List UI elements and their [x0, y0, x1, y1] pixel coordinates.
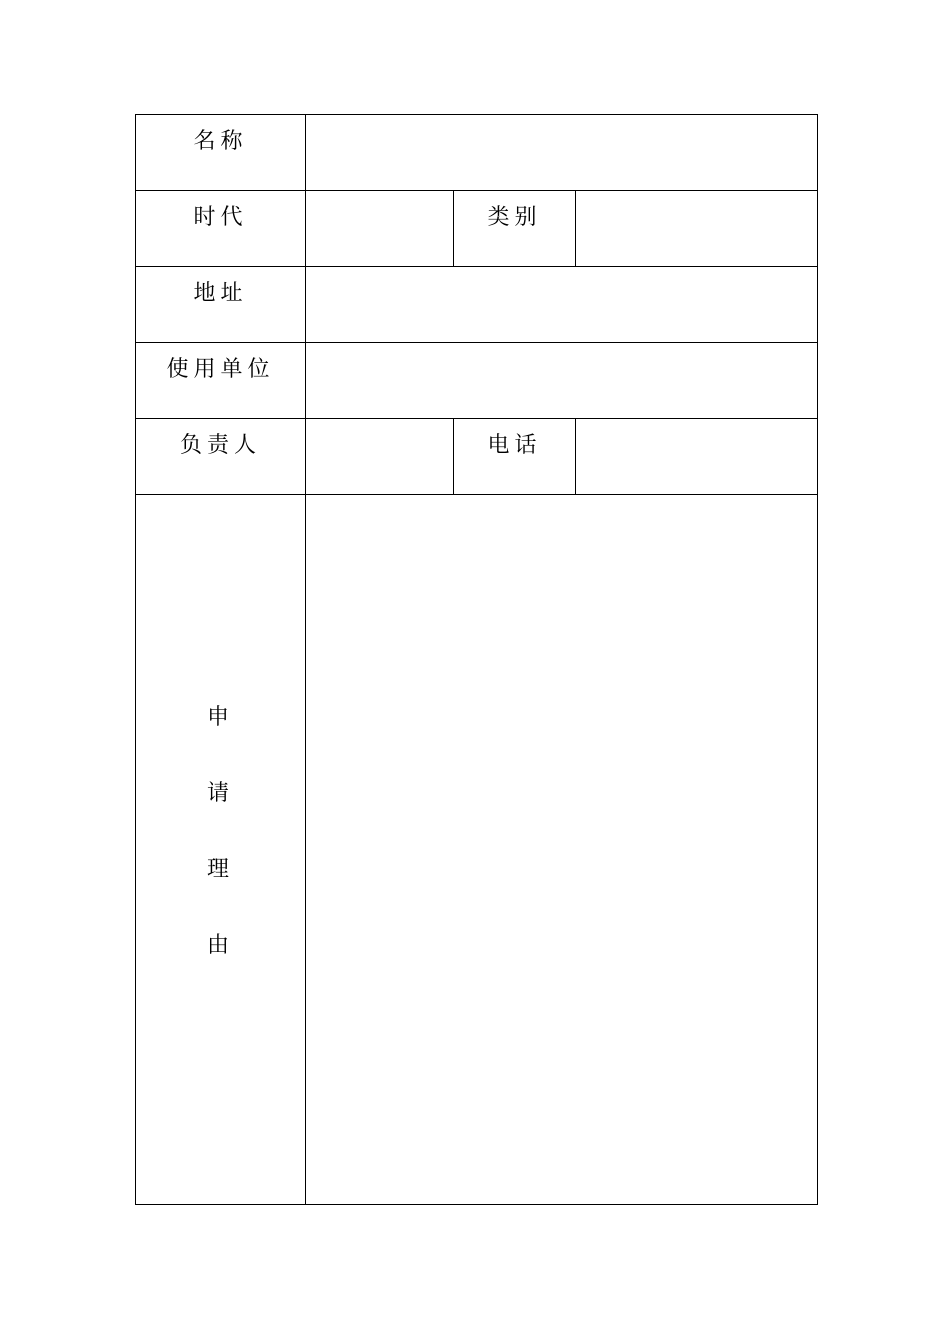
reason-label-cell: [136, 495, 306, 1205]
era-value-cell[interactable]: [306, 191, 454, 267]
row-name: [136, 115, 818, 191]
name-label-cell: [136, 115, 306, 191]
category-value-cell[interactable]: [576, 191, 818, 267]
user-unit-label: 使用单位: [166, 357, 275, 382]
row-address: [136, 267, 818, 343]
row-reason: [136, 495, 818, 1205]
reason-label-char: 由: [206, 932, 234, 958]
address-value-cell[interactable]: [306, 267, 818, 343]
reason-label-char: 请: [206, 780, 234, 806]
name-value-cell[interactable]: [306, 115, 818, 191]
era-label: 时代: [193, 205, 248, 230]
row-user-unit: [136, 343, 818, 419]
row-era-category: [136, 191, 818, 267]
application-form-table: [135, 114, 818, 1205]
address-label: 地址: [193, 281, 248, 306]
row-person-phone: [136, 419, 818, 495]
user-unit-label-cell: [136, 343, 306, 419]
person-in-charge-label: 负责人: [179, 433, 261, 458]
reason-label: [206, 698, 236, 1002]
address-label-cell: [136, 267, 306, 343]
phone-label: 电话: [487, 433, 542, 458]
reason-label-char: 申: [206, 704, 234, 730]
phone-label-cell: [454, 419, 576, 495]
person-in-charge-value-cell[interactable]: [306, 419, 454, 495]
reason-label-char: 理: [206, 856, 234, 882]
person-in-charge-label-cell: [136, 419, 306, 495]
phone-value-cell[interactable]: [576, 419, 818, 495]
category-label-cell: [454, 191, 576, 267]
era-label-cell: [136, 191, 306, 267]
category-label: 类别: [487, 205, 542, 230]
reason-value-cell[interactable]: [306, 495, 818, 1205]
name-label: 名称: [193, 129, 248, 154]
user-unit-value-cell[interactable]: [306, 343, 818, 419]
